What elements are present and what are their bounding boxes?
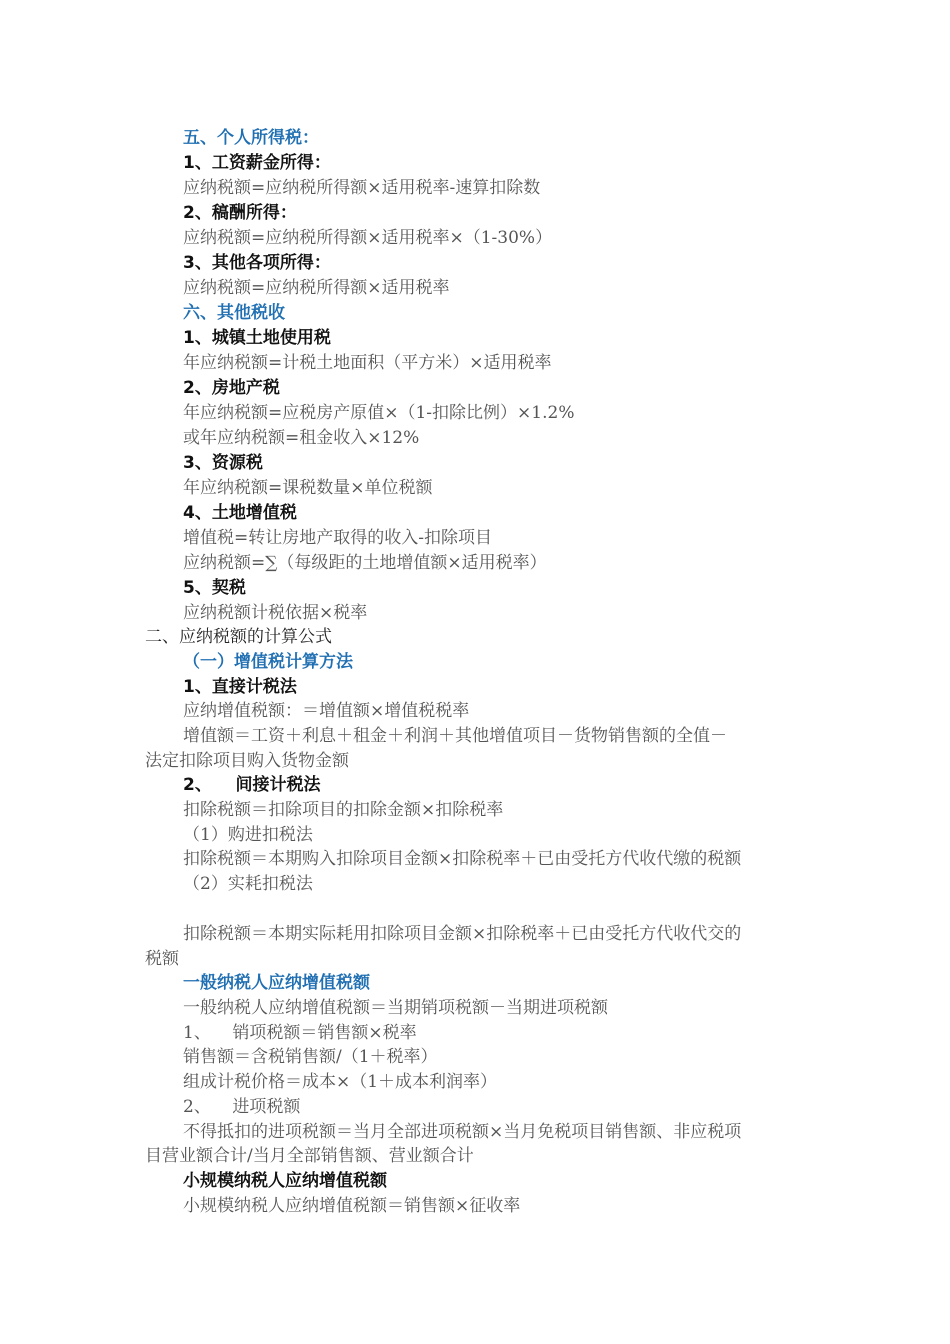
formula-deed-tax: 应纳税额计税依据×税率 <box>183 603 368 623</box>
formula-property-tax-rent: 或年应纳税额=租金收入×12% <box>183 428 420 448</box>
subheading-property-tax: 2、房地产税 <box>183 378 280 398</box>
formula-royalty: 应纳税额=应纳税所得额×适用税率×（1-30%） <box>183 228 553 248</box>
formula-consumption-method-line2: 税额 <box>145 949 179 969</box>
subheading-deed-tax: 5、契税 <box>183 578 246 598</box>
subheading-indirect-method: 2、 间接计税法 <box>183 775 321 795</box>
formula-consumption-method-line1: 扣除税额＝本期实际耗用扣除项目金额×扣除税率＋已由受托方代收代交的 <box>183 924 742 944</box>
section-heading-individual-income-tax: 五、个人所得税： <box>183 128 319 148</box>
subheading-purchase-method: （1）购进扣税法 <box>183 825 313 845</box>
subsection-heading-vat-methods: （一）增值税计算方法 <box>183 652 353 672</box>
subheading-land-use-tax: 1、城镇土地使用税 <box>183 328 331 348</box>
formula-purchase-method: 扣除税额＝本期购入扣除项目金额×扣除税率＋已由受托方代收代缴的税额 <box>183 849 742 869</box>
formula-general-taxpayer: 一般纳税人应纳增值税额＝当期销项税额－当期进项税额 <box>183 998 608 1018</box>
subheading-consumption-method: （2）实耗扣税法 <box>183 874 313 894</box>
subheading-input-tax: 2、 进项税额 <box>183 1097 301 1117</box>
formula-direct-vat: 应纳增值税额：＝增值额×增值税税率 <box>183 701 470 721</box>
formula-non-deductible-line2: 目营业额合计/当月全部销售额、营业额合计 <box>145 1146 474 1166</box>
formula-small-scale-taxpayer: 小规模纳税人应纳增值税额＝销售额×征收率 <box>183 1196 521 1216</box>
formula-composite-price: 组成计税价格＝成本×（1＋成本利润率） <box>183 1072 498 1092</box>
subheading-wages: 1、工资薪金所得： <box>183 153 331 173</box>
formula-non-deductible-line1: 不得抵扣的进项税额＝当月全部进项税额×当月免税项目销售额、非应税项 <box>183 1122 742 1142</box>
formula-wages: 应纳税额=应纳税所得额×适用税率-速算扣除数 <box>183 178 541 198</box>
formula-other-income: 应纳税额=应纳税所得额×适用税率 <box>183 278 450 298</box>
subheading-small-scale-taxpayer: 小规模纳税人应纳增值税额 <box>183 1171 387 1191</box>
section-heading-other-taxes: 六、其他税收 <box>183 303 285 323</box>
formula-output-tax: 1、 销项税额＝销售额×税率 <box>183 1023 417 1043</box>
formula-sales-amount: 销售额＝含税销售额/（1＋税率） <box>183 1047 438 1067</box>
subheading-direct-method: 1、直接计税法 <box>183 677 297 697</box>
formula-property-tax: 年应纳税额=应税房产原值×（1-扣除比例）×1.2% <box>183 403 575 423</box>
formula-land-vat: 应纳税额=∑（每级距的土地增值额×适用税率） <box>183 553 547 573</box>
formula-land-vat-base: 增值税=转让房地产取得的收入-扣除项目 <box>183 528 492 548</box>
subheading-land-vat: 4、土地增值税 <box>183 503 297 523</box>
subheading-general-taxpayer: 一般纳税人应纳增值税额 <box>183 973 370 993</box>
subheading-royalty: 2、稿酬所得： <box>183 203 297 223</box>
section-heading-tax-formulas: 二、应纳税额的计算公式 <box>145 627 332 647</box>
formula-value-added-line1: 增值额＝工资＋利息＋租金＋利润＋其他增值项目－货物销售额的全值－ <box>183 726 727 746</box>
subheading-other-income: 3、其他各项所得： <box>183 253 331 273</box>
subheading-resource-tax: 3、资源税 <box>183 453 263 473</box>
formula-land-use-tax: 年应纳税额=计税土地面积（平方米）×适用税率 <box>183 353 552 373</box>
formula-value-added-line2: 法定扣除项目购入货物金额 <box>145 751 349 771</box>
formula-deduction-tax: 扣除税额＝扣除项目的扣除金额×扣除税率 <box>183 800 504 820</box>
formula-resource-tax: 年应纳税额=课税数量×单位税额 <box>183 478 433 498</box>
